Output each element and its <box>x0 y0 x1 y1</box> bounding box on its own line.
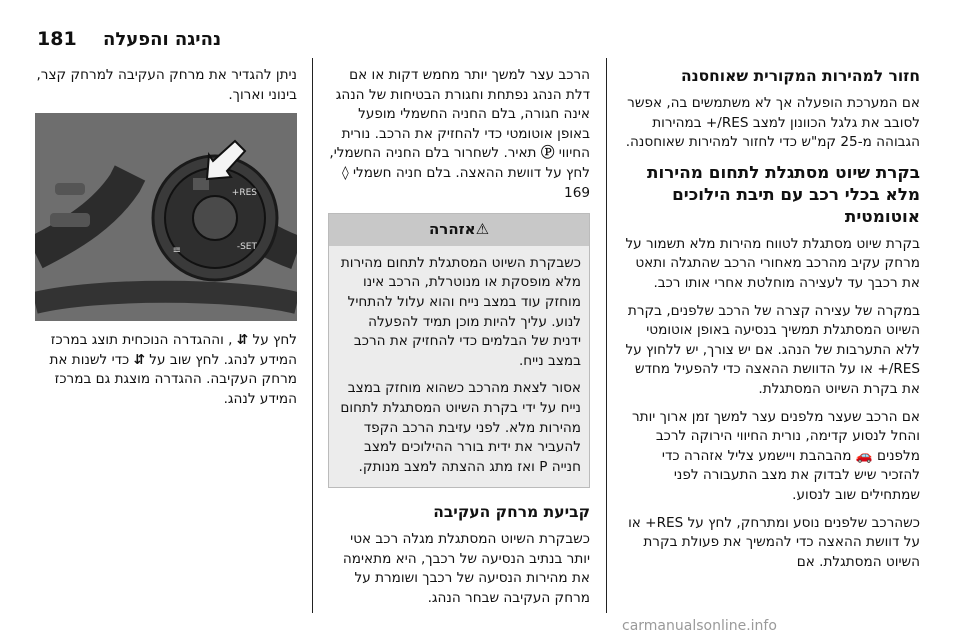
paragraph: בקרת שיוט מסתגלת לטווח מהירות מלא תשמור על מרחק עקיב מהרכב מאחורי הרכב שהתגלה ותאט את רכבך עד לעצירה מוחלטת אחרי אותו רכב. <box>625 235 920 291</box>
middle-column <box>328 66 590 617</box>
steering-wheel-figure <box>35 113 297 321</box>
warning-paragraph: אסור לצאת מהרכב כשהוא מוחזק במצב נייח על ידי בקרת השיוט המסתגלת לתחום מהירות מלא. לפני עזיבת הרכב הקפד להעביר את ידית בורר ההילוכים למצב חנייה P ואז מתג ההצתה למצב מנותק. <box>340 380 581 475</box>
paragraph: אם המערכת הופעלה אך לא משתמשים בה, אפשר לסובב את גלגל הכוונון למצב RES/+ במהירות הגבוהה מ-25 קמ"ש כדי לחזור למהירות שאוחסנה. <box>625 95 920 151</box>
left-column <box>35 66 297 418</box>
warning-paragraph: כשבקרת השיוט המסתגלת לתחום מהירות מלא מופסקת או מנוטרלת, הרכב אינו מוחזק עוד במצב נייח והוא עלול להתחיל לנוע. עליך להיות מוכן תמיד להפעלה ידנית של הבלמים כדי להחזיק את הרכב במצב נייח. <box>340 254 581 369</box>
menu-label: ≡ <box>172 245 181 257</box>
paragraph: ניתן להגדיר את מרחק העקיבה למרחק קצר, בינוני וארוך. <box>36 67 297 103</box>
distance-setting-icon: ⇵ <box>236 332 249 349</box>
paragraph: כשהרכב שלפנים נוסע ומתרחק, לחץ על RES+ או על דוושת ההאצה כדי להמשיך את פעולת בקרת השיוט המסתגלת. אם <box>628 514 920 570</box>
page-header <box>0 0 960 60</box>
column-divider <box>312 58 313 613</box>
reference-arrow-icon: ◊ <box>341 164 349 181</box>
heading-full-speed-range-acc: בקרת שיוט מסתגלת לתחום מהירות מלא בכלי רכב עם תיבת הילוכים אוטומטית <box>646 161 920 226</box>
warning-box <box>328 213 590 488</box>
distance-setting-icon: ⇵ <box>133 351 145 368</box>
heading-resume-speed: חזור למהירות המקורית שאוחסנה <box>680 67 920 85</box>
res-plus-label: RES+ <box>231 188 257 199</box>
paragraph: במקרה של עצירה קצרה של הרכב שלפנים, בקרת השיוט המסתגלת תמשיך בנסיעה באופן אוטומטי ללא התערבות של הנהג. אם יש צורך, יש ללחוץ על RES/+ או על הדוושת ההאצה כדי להפעיל מחדש את בקרת השיוט המסתגלת. <box>625 302 920 397</box>
warning-body <box>329 246 589 488</box>
heading-following-distance: קביעת מרחק העקיבה <box>433 503 590 522</box>
paragraph: כשבקרת השיוט המסתגלת מגלה רכב אטי יותר בנתיב הנסיעה של רכבך, היא מתאימה את מהירות הנסיעה של רכבך ושומרת על מרחק העקיבה שבחר הנהג. <box>342 531 590 607</box>
car-icon: 🚗 <box>855 447 873 464</box>
steering-wheel-illustration <box>35 113 297 321</box>
warning-triangle-icon: ⚠ <box>475 220 490 239</box>
page-number: 181 <box>37 28 77 50</box>
watermark: carmanualsonline.info <box>622 618 777 634</box>
left-control-button <box>50 213 90 227</box>
section-title: נהיגה והפעלה <box>103 29 222 50</box>
left-control-button <box>55 183 85 195</box>
column-divider <box>606 58 607 613</box>
set-minus-label: SET- <box>236 242 257 253</box>
cross-reference[interactable]: בלם חניה חשמלי ◊ 169 <box>341 164 590 201</box>
warning-header <box>329 214 589 246</box>
paragraph: לחץ על ⇵ , וההגדרה הנוכחית תוצג במרכז המידע לנהג. לחץ שוב על ⇵ כדי לשנות את מרחק העקיבה. ההגדרה מוצגת גם במרכז המידע לנהג. <box>49 332 297 407</box>
parking-brake-icon: Ⓟ <box>540 145 555 162</box>
paragraph: הרכב עצר למשך יותר מחמש דקות או אם דלת הנהג נפתחת וחגורת הבטיחות של הנהג אינה חגורה, בלם החניה החשמלי מופעל באופן אוטומטי כדי להחזיק את הרכב. נורית החיווי Ⓟ תאיר. לשחרור בלם החניה החשמלי, לחץ על דוושת ההאצה. בלם חניה חשמלי ◊ 169 <box>329 67 590 201</box>
right-column <box>622 66 920 580</box>
paragraph: אם הרכב שעצר מלפנים עצר למשך זמן ארוך יותר והחל לנסוע קדימה, נורית החיווי הירוקה לרכב מלפנים 🚗 מהבהבת ויישמע צליל אזהרה כדי להזכיר שיש לבדוק את מצב התעבורה לפני שמתחילים שוב לנסוע. <box>631 408 920 503</box>
warning-title: אזהרה <box>428 220 476 239</box>
